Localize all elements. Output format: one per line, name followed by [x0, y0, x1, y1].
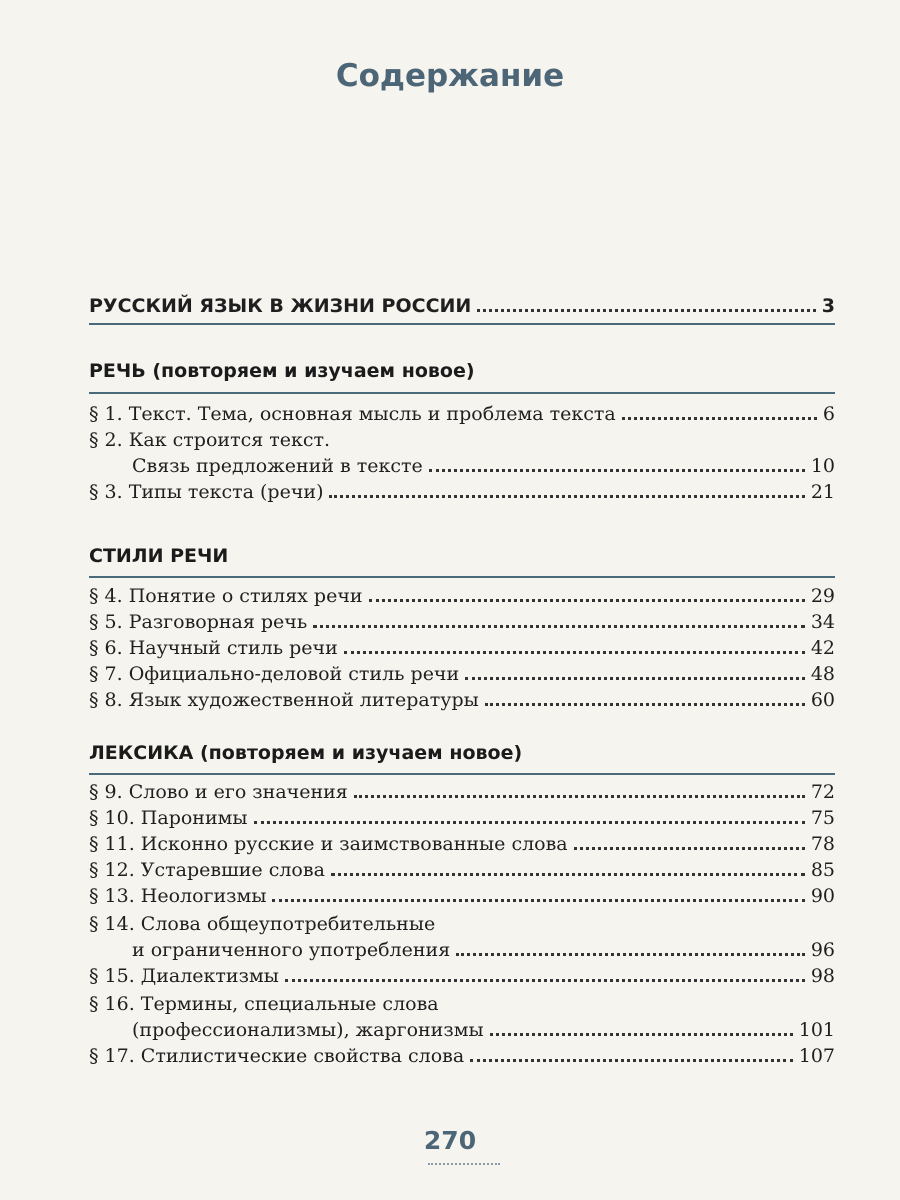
- dot-leader: [344, 651, 805, 654]
- page-ref: 29: [810, 585, 835, 607]
- page-ref: 60: [810, 689, 835, 711]
- toc-entry-7: [89, 660, 835, 686]
- entry-title: § 3. Типы текста (речи): [89, 481, 324, 503]
- entry-title-line2: и ограниченного употребления: [132, 939, 451, 961]
- page-number: 270: [423, 1126, 477, 1155]
- section-heading: РУССКИЙ ЯЗЫК В ЖИЗНИ РОССИИ: [89, 295, 472, 317]
- dot-leader: [485, 703, 805, 706]
- page-ref: 75: [810, 807, 835, 829]
- page-ref: 3: [821, 295, 835, 317]
- toc-entry-3: [89, 478, 835, 504]
- toc-entry-14: [89, 936, 835, 962]
- entry-title: § 4. Понятие о стилях речи: [89, 585, 363, 607]
- dot-leader: [429, 469, 805, 472]
- entry-title-line1: § 16. Термины, специальные слова: [89, 993, 439, 1015]
- toc-entry-6: [89, 634, 835, 660]
- toc-entry-10: [89, 804, 835, 830]
- page-ref: 21: [810, 481, 835, 503]
- section-rule: [89, 773, 835, 775]
- dot-leader: [254, 821, 805, 824]
- dot-leader: [313, 625, 805, 628]
- entry-title: § 7. Официально-деловой стиль речи: [89, 663, 460, 685]
- entry-title-line2: Связь предложений в тексте: [132, 455, 423, 477]
- toc-entry-16: [89, 1016, 835, 1042]
- toc-entry-1: [89, 400, 835, 426]
- entry-title-line2: (профессионализмы), жаргонизмы: [132, 1019, 484, 1041]
- page-ref: 96: [810, 939, 835, 961]
- entry-title: § 11. Исконно русские и заимствованные слова: [89, 833, 568, 855]
- toc-entry-russian-language: [89, 292, 835, 318]
- dot-leader: [465, 677, 805, 680]
- toc-entry-12: [89, 856, 835, 882]
- page-ref: 101: [798, 1019, 835, 1041]
- section-heading-lexicon: ЛЕКСИКА (повторяем и изучаем новое): [89, 742, 523, 764]
- section-rule: [89, 323, 835, 325]
- page-ref: 42: [810, 637, 835, 659]
- entry-title-line1: § 14. Слова общеупотребительные: [89, 913, 436, 935]
- dot-leader: [470, 1059, 793, 1062]
- entry-title-line1: § 2. Как строится текст.: [89, 429, 331, 451]
- dot-leader: [354, 795, 805, 798]
- entry-title: § 6. Научный стиль речи: [89, 637, 338, 659]
- toc-entry-5: [89, 608, 835, 634]
- dot-leader: [622, 417, 817, 420]
- section-heading-speech: РЕЧЬ (повторяем и изучаем новое): [89, 360, 475, 382]
- toc-entry-15: [89, 962, 835, 988]
- dot-leader: [331, 873, 805, 876]
- entry-title: § 15. Диалектизмы: [89, 965, 279, 987]
- entry-title: § 10. Паронимы: [89, 807, 248, 829]
- dot-leader: [456, 953, 805, 956]
- page-ref: 85: [810, 859, 835, 881]
- section-heading-styles: СТИЛИ РЕЧИ: [89, 545, 229, 567]
- toc-entry-2: [89, 452, 835, 478]
- page-ref: 107: [798, 1045, 835, 1067]
- toc-entry-8: [89, 686, 835, 712]
- dot-leader: [272, 899, 804, 902]
- page-ref: 48: [810, 663, 835, 685]
- page-ref: 72: [810, 781, 835, 803]
- entry-title: § 1. Текст. Тема, основная мысль и проблема текста: [89, 403, 616, 425]
- page-ref: 98: [810, 965, 835, 987]
- page-title: Содержание: [335, 58, 565, 94]
- dot-leader: [329, 495, 804, 498]
- section-rule: [89, 392, 835, 394]
- dot-leader: [490, 1033, 793, 1036]
- toc-entry-9: [89, 778, 835, 804]
- entry-title: § 17. Стилистические свойства слова: [89, 1045, 465, 1067]
- page-ref: 6: [822, 403, 835, 425]
- entry-title: § 9. Слово и его значения: [89, 781, 348, 803]
- page-number-underline: [428, 1163, 500, 1165]
- toc-entry-11: [89, 830, 835, 856]
- entry-title: § 5. Разговорная речь: [89, 611, 308, 633]
- dot-leader: [369, 599, 805, 602]
- page-ref: 78: [810, 833, 835, 855]
- dot-leader: [285, 979, 805, 982]
- section-rule: [89, 576, 835, 578]
- page-ref: 34: [810, 611, 835, 633]
- dot-leader: [477, 309, 815, 312]
- page-ref: 10: [810, 455, 835, 477]
- page-ref: 90: [810, 885, 835, 907]
- entry-title: § 8. Язык художественной литературы: [89, 689, 479, 711]
- toc-entry-13: [89, 882, 835, 908]
- entry-title: § 13. Неологизмы: [89, 885, 267, 907]
- dot-leader: [574, 847, 805, 850]
- toc-entry-4: [89, 582, 835, 608]
- toc-entry-17: [89, 1042, 835, 1068]
- entry-title: § 12. Устаревшие слова: [89, 859, 325, 881]
